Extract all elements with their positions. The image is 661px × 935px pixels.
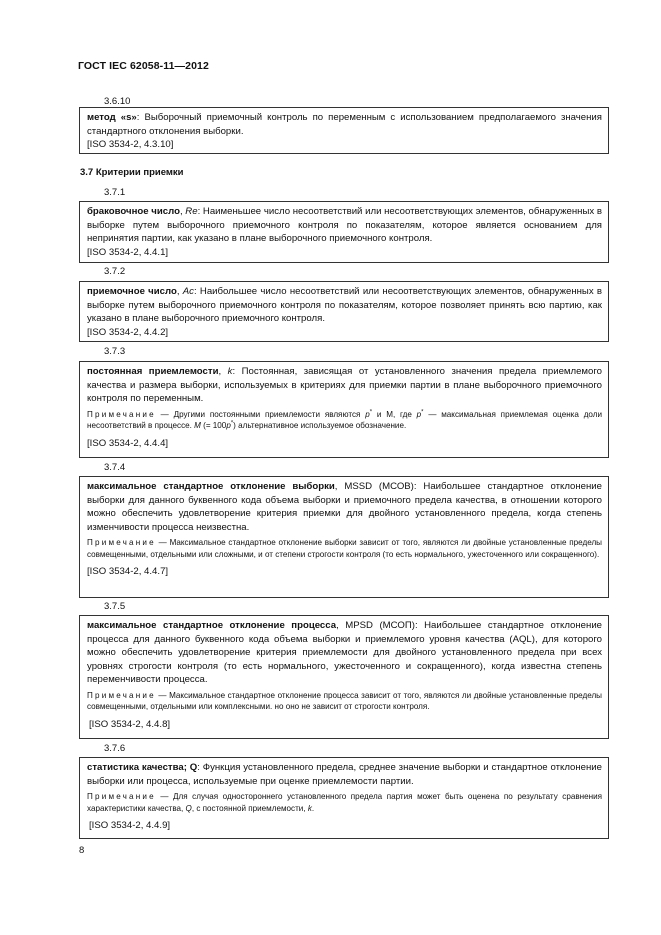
note: Примечание — Для случая одностороннего установленного предела партия может быть оценена по результату сравнения характеристики качества, Q, с постоянной приемлемости, k. — [87, 792, 602, 813]
definition-text: : Постоянная, зависящая от установленного значения предела приемлемого качества и размера выборки, используемых в критериях для приемки партии в плане выборочного приемочного контроля по переменным. — [87, 366, 602, 404]
definition-text: , MPSD (МСОП): Наибольшее стандартное отклонение процесса для данного буквенного кода объема выборки и приемлемого уровня качества (AQL), для которого можно обеспечить удовлетворение критерия приемлемости для двойного установленного предела при всех уровнях строгости контроля (то есть нормального, ужесточенного и сокращенного), когда известна степень переменчивости процесса. — [87, 620, 603, 685]
note: Примечание — Максимальное стандартное отклонение процесса зависит от того, являются ли двойные установленные пределы совмещенными, отдельными или комплексными. но оно не зависит от строгости контроля. — [87, 690, 602, 712]
definition: постоянная приемлемости, k: Постоянная, зависящая от установленного значения предела приемлемого качества и размера выборки, используемых в критериях для приемки партии в плане выборочного приемочного контроля по переменным. — [87, 366, 602, 404]
term-box-3-7-3 — [79, 361, 609, 458]
term-box-3-7-6 — [79, 757, 609, 839]
note-label: Примечание — [87, 538, 156, 547]
reference: [ISO 3534-2, 4.4.1] — [87, 246, 169, 258]
definition — [87, 619, 602, 687]
term: приемочное число — [87, 286, 177, 297]
term: максимальное стандартное отклонение выборки — [87, 481, 335, 492]
term-box-3-7-2 — [79, 281, 609, 342]
definition-text: , MSSD (МСОВ): Наибольшее стандартное отклонение выборки для данного буквенного кода объема выборки и приемочного предела качества, в отношении которого можно обеспечить удовлетворение критерия приемки для двойного установленного предела, когда степень изменчивости процесса неизвестна. — [87, 481, 602, 533]
note-label: Примечание — [87, 690, 156, 700]
section-title: 3.7 Критерии приемки — [80, 167, 184, 178]
reference: [ISO 3534-2, 4.4.2] — [87, 326, 169, 338]
definition — [87, 111, 602, 138]
reference: [ISO 3534-2, 4.4.4] — [87, 437, 169, 449]
definition — [87, 480, 602, 534]
definition: браковочное число, Re: Наименьшее число несоответствий или несоответствующих элементов, обнаруженных в выборке путем выборочного приемочного контроля по показателям, которое является основанием для непринятия партии, как указано в плане выборочного приемочного контроля. — [87, 206, 602, 244]
note-label: Примечание — [87, 409, 156, 419]
reference: [ISO 3534-2, 4.4.9] — [89, 820, 171, 832]
definition — [87, 761, 602, 788]
term: максимальное стандартное отклонение процесса — [87, 620, 337, 631]
document-header: ГОСТ IEC 62058-11—2012 — [78, 60, 209, 72]
term-box-3-6-10 — [79, 107, 609, 154]
term-box-3-7-4 — [79, 476, 609, 598]
term: постоянная приемлемости — [87, 366, 219, 377]
section-number: 3.7.6 — [104, 743, 126, 754]
symbol: k — [227, 366, 233, 377]
term: статистика качества; Q — [87, 762, 198, 773]
reference: [ISO 3534-2, 4.4.8] — [89, 718, 171, 730]
reference: [ISO 3534-2, 4.3.10] — [87, 139, 174, 150]
reference: [ISO 3534-2, 4.4.7] — [87, 566, 169, 578]
note: Примечание — Максимальное стандартное отклонение выборки зависит от того, являются ли двойные установленные пределы совмещенными, отдельными или сложными, и от степени строгости контроля (то есть нормального, ужесточенного или сокращенного). — [87, 538, 602, 559]
term-box-3-7-5 — [79, 615, 609, 739]
note: Примечание — Другими постоянными приемлемости являются p* и M, где p* — максимальная приемлемая оценка доли несоответствий в процессе. M (= 100p*) альтернативное используемое обозначение. — [87, 408, 602, 431]
section-number: 3.7.1 — [104, 187, 126, 198]
section-number: 3.7.3 — [104, 346, 126, 357]
section-number: 3.7.2 — [104, 266, 126, 277]
section-number: 3.7.4 — [104, 462, 126, 473]
page-number: 8 — [79, 845, 85, 856]
term: браковочное число — [87, 206, 180, 217]
note-label: Примечание — [87, 792, 156, 801]
term: метод «s» — [87, 112, 137, 123]
symbol: Ac — [182, 286, 194, 297]
term-box-3-7-1 — [79, 201, 609, 263]
symbol: Re — [185, 206, 198, 217]
section-number: 3.6.10 — [104, 96, 131, 107]
definition-text: : Функция установленного предела, среднее значение выборки и стандартное отклонение выборки или процесса, используемые при оценке приемлемости партии. — [87, 762, 602, 787]
section-number: 3.7.5 — [104, 601, 126, 612]
definition-text: : Выборочный приемочный контроль по переменным с использованием предполагаемого значения стандартного отклонения выборки. — [87, 112, 602, 137]
definition: приемочное число, Ac: Наибольшее число несоответствий или несоответствующих элементов, обнаруженных в выборке путем выборочного приемочного контроля по показателям, которое позволяет принять всю партию, как указано в плане выборочного приемочного контроля. — [87, 286, 602, 324]
definition-text: : Наименьшее число несоответствий или несоответствующих элементов, обнаруженных в выборке путем выборочного приемочного контроля по показателям, которое является основанием для непринятия партии, как указано в плане выборочного приемочного контроля. — [87, 206, 602, 244]
definition-text: : Наибольшее число несоответствий или несоответствующих элементов, обнаруженных в выборке путем выборочного приемочного контроля по показателям, которое позволяет принять всю партию, как указано в плане выборочного приемочного контроля. — [87, 286, 602, 324]
